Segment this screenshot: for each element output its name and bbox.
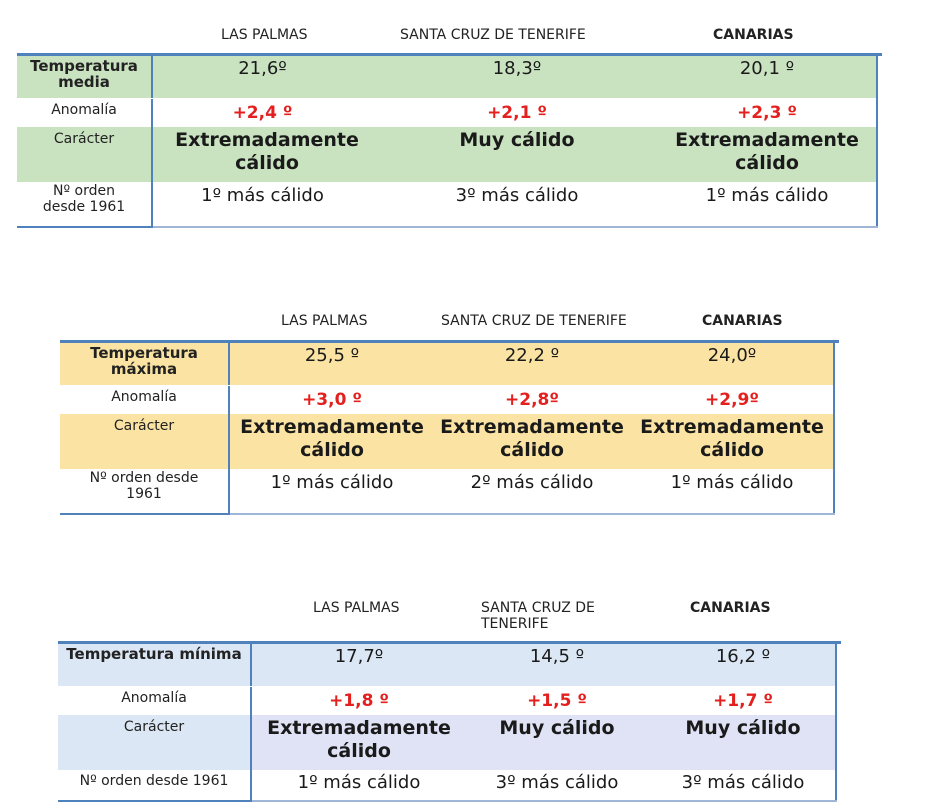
table-bottom-border (153, 226, 878, 228)
cell-value: 14,5 º (529, 646, 585, 667)
row-label: Anomalía (58, 687, 252, 715)
table-row (58, 715, 837, 770)
anomaly-value: +3,0 º (302, 390, 362, 410)
anomaly-value: +2,9º (705, 390, 759, 410)
anomaly-value: +2,4 º (232, 103, 293, 123)
rank-value: 3º más cálido (495, 772, 619, 793)
cell-value: 20,1 º (739, 58, 795, 79)
row-label: Temperatura mínima (58, 644, 252, 686)
row-label: Nº orden desde 1961 (58, 770, 252, 800)
cell-value: 25,5 º (304, 345, 360, 366)
rank-value: 1º más cálido (705, 185, 829, 206)
table-row (17, 182, 878, 226)
col-header-santa-cruz: SANTA CRUZ DE TENERIFE (441, 313, 627, 329)
character-value: Muy cálido (499, 717, 615, 739)
anomaly-value: +1,5 º (527, 691, 587, 711)
col-header-santa-cruz: SANTA CRUZ DE TENERIFE (481, 600, 595, 632)
cell-value: 24,0º (707, 345, 757, 366)
character-value: Extremadamente cálido (675, 129, 859, 174)
character-value: Muy cálido (685, 717, 801, 739)
col-header-canarias: CANARIAS (713, 27, 794, 43)
character-value: Muy cálido (459, 129, 575, 151)
table-row (60, 469, 835, 513)
table-row (58, 687, 837, 715)
table-bottom-border (252, 800, 837, 802)
table-bottom-border-left (17, 226, 153, 228)
col-header-canarias: CANARIAS (702, 313, 783, 329)
table-row (17, 56, 878, 98)
table-row (60, 414, 835, 469)
row-label: Carácter (60, 414, 230, 469)
rank-value: 3º más cálido (455, 185, 579, 206)
table-row (58, 770, 837, 800)
row-label: Nº orden desde 1961 (60, 469, 230, 513)
anomaly-value: +2,1 º (487, 103, 547, 123)
cell-value: 17,7º (334, 646, 384, 667)
rank-value: 1º más cálido (297, 772, 421, 793)
table-bottom-border-left (60, 513, 230, 515)
col-header-las-palmas: LAS PALMAS (313, 600, 400, 616)
character-value: Extremadamente cálido (175, 129, 359, 174)
character-value: Extremadamente cálido (240, 416, 424, 461)
anomaly-value: +1,7 º (713, 691, 773, 711)
rank-value: 3º más cálido (681, 772, 805, 793)
row-label: Anomalía (60, 386, 230, 414)
row-label: Temperatura máxima (60, 343, 230, 385)
col-header-las-palmas: LAS PALMAS (281, 313, 368, 329)
rank-value: 1º más cálido (670, 472, 794, 493)
row-label: Temperatura media (17, 56, 153, 98)
row-label: Carácter (17, 127, 153, 182)
table-row (17, 127, 878, 182)
col-header-santa-cruz: SANTA CRUZ DE TENERIFE (400, 27, 586, 43)
cell-value: 22,2 º (504, 345, 560, 366)
row-label: Carácter (58, 715, 252, 770)
table-right-border (876, 56, 878, 228)
row-label: Nº orden desde 1961 (17, 182, 153, 226)
table-row (17, 99, 878, 127)
rank-value: 1º más cálido (270, 472, 394, 493)
col-header-canarias: CANARIAS (690, 600, 771, 616)
table-row (58, 644, 837, 686)
table-row (60, 343, 835, 385)
anomaly-value: +2,8º (505, 390, 559, 410)
character-value: Extremadamente cálido (440, 416, 624, 461)
character-value: Extremadamente cálido (640, 416, 824, 461)
character-value: Extremadamente cálido (267, 717, 451, 762)
cell-value: 21,6º (238, 58, 287, 79)
rank-value: 2º más cálido (470, 472, 594, 493)
table-right-border (835, 644, 837, 802)
anomaly-value: +2,3 º (737, 103, 797, 123)
col-header-las-palmas: LAS PALMAS (221, 27, 308, 43)
anomaly-value: +1,8 º (329, 691, 389, 711)
table-bottom-border-left (58, 800, 252, 802)
cell-value: 16,2 º (715, 646, 771, 667)
cell-value: 18,3º (492, 58, 542, 79)
rank-value: 1º más cálido (201, 185, 324, 206)
table-row (60, 386, 835, 414)
table-right-border (833, 343, 835, 515)
table-bottom-border (230, 513, 835, 515)
row-label: Anomalía (17, 99, 153, 127)
